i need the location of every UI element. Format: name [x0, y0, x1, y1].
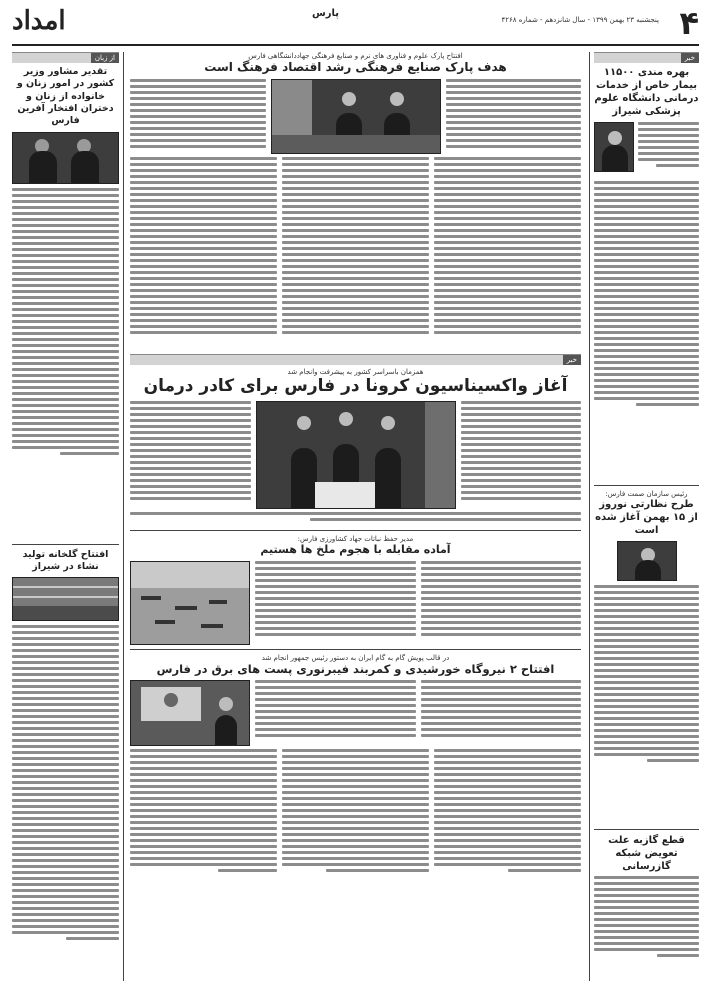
right-article-text — [638, 122, 699, 178]
videoconference-photo — [130, 680, 250, 746]
bottom-article-col-3 — [130, 749, 277, 879]
mid-tag: خبر — [563, 355, 581, 365]
left-tag: از زبان — [91, 53, 119, 63]
right-headline: بهره مندی ۱۱۵۰۰ بیمار خاص از خدمات درمانی دانشگاه علوم پزشکی شیراز — [594, 67, 699, 117]
bottom-article-col-2 — [282, 749, 429, 879]
left-tag-bar — [12, 52, 119, 63]
left-column — [12, 52, 124, 981]
locust-headline: آماده مقابله با هجوم ملخ ها هستیم — [260, 543, 451, 557]
bottom-headline: افتتاح ۲ نیروگاه خورشیدی و کمربند فیبرنوری پست های برق در فارس — [156, 662, 555, 676]
meeting-photo — [271, 79, 441, 154]
bottom-kicker: در قالب پویش گام به گام ایران به دستور رئیس جمهور انجام شد — [261, 654, 450, 662]
second-portrait-photo — [617, 541, 677, 581]
right-second-kicker: رئیس سازمان صمت فارس: — [605, 490, 688, 498]
left-second-article-text — [12, 625, 119, 987]
masthead — [12, 6, 699, 46]
right-column — [589, 52, 699, 981]
left-headline: تقدیر مشاور وزیر کشور در امور زنان و خانواده از زنان و دختران افتخار آفرین فارس — [16, 66, 115, 127]
mid-article-text-2 — [130, 401, 251, 509]
date-line: پنجشنبه ۲۳ بهمن ۱۳۹۹ - سال شانزدهم - شماره ۴۲۶۸ — [501, 16, 659, 24]
main-column — [130, 52, 581, 981]
right-article-body — [594, 181, 699, 481]
newspaper-logo: امداد — [12, 6, 66, 36]
left-article-text — [12, 188, 119, 540]
top-article-text-1 — [446, 79, 582, 154]
mid-article-tail — [130, 512, 581, 526]
left-second-headline: افتتاح گلخانه تولید نشاء در شیراز — [22, 548, 109, 573]
greenhouse-photo — [12, 577, 119, 621]
page-number: ۴ — [679, 4, 699, 42]
top-kicker: افتتاح پارک علوم و فناوری های نرم و صنایع فرهنگی جهاددانشگاهی فارس — [248, 52, 463, 60]
mid-tag-bar — [130, 354, 581, 365]
locust-photo — [130, 561, 250, 645]
right-second-article-text — [594, 585, 699, 825]
women-photo — [12, 132, 119, 184]
locust-article-text-1 — [421, 561, 582, 645]
bottom-article-col-1 — [434, 749, 581, 879]
locust-kicker: مدیر حفظ نباتات جهاد کشاورزی فارس: — [297, 535, 414, 544]
right-tag-bar — [594, 52, 699, 63]
right-second-headline: طرح نظارتی نوروز از ۱۵ بهمن آغاز شده است — [595, 499, 698, 536]
mid-headline: آغاز واکسیناسیون کرونا در فارس برای کادر درمان — [143, 376, 568, 396]
top-article-col-1 — [434, 157, 581, 351]
locust-article-text-2 — [255, 561, 416, 645]
bottom-article-text-1 — [421, 680, 582, 746]
top-article-col-3 — [130, 157, 277, 351]
section-name: پارس — [312, 8, 340, 19]
bottom-article-text-2 — [255, 680, 416, 746]
right-third-headline: قطع گازبه علت تعویض شبکه گازرسانی — [608, 835, 685, 872]
mid-article-text-1 — [461, 401, 582, 509]
top-headline: هدف پارک صنایع فرهنگی رشد اقتصاد فرهنگ است — [204, 60, 507, 74]
top-article-text-2 — [130, 79, 266, 154]
right-tag: خبر — [681, 53, 699, 63]
mid-kicker: همزمان باسراسر کشور به پیشرفت وانجام شد — [287, 368, 424, 376]
top-article-col-2 — [282, 157, 429, 351]
right-third-article-text — [594, 876, 699, 986]
vaccination-photo — [256, 401, 456, 509]
portrait-photo — [594, 122, 634, 172]
